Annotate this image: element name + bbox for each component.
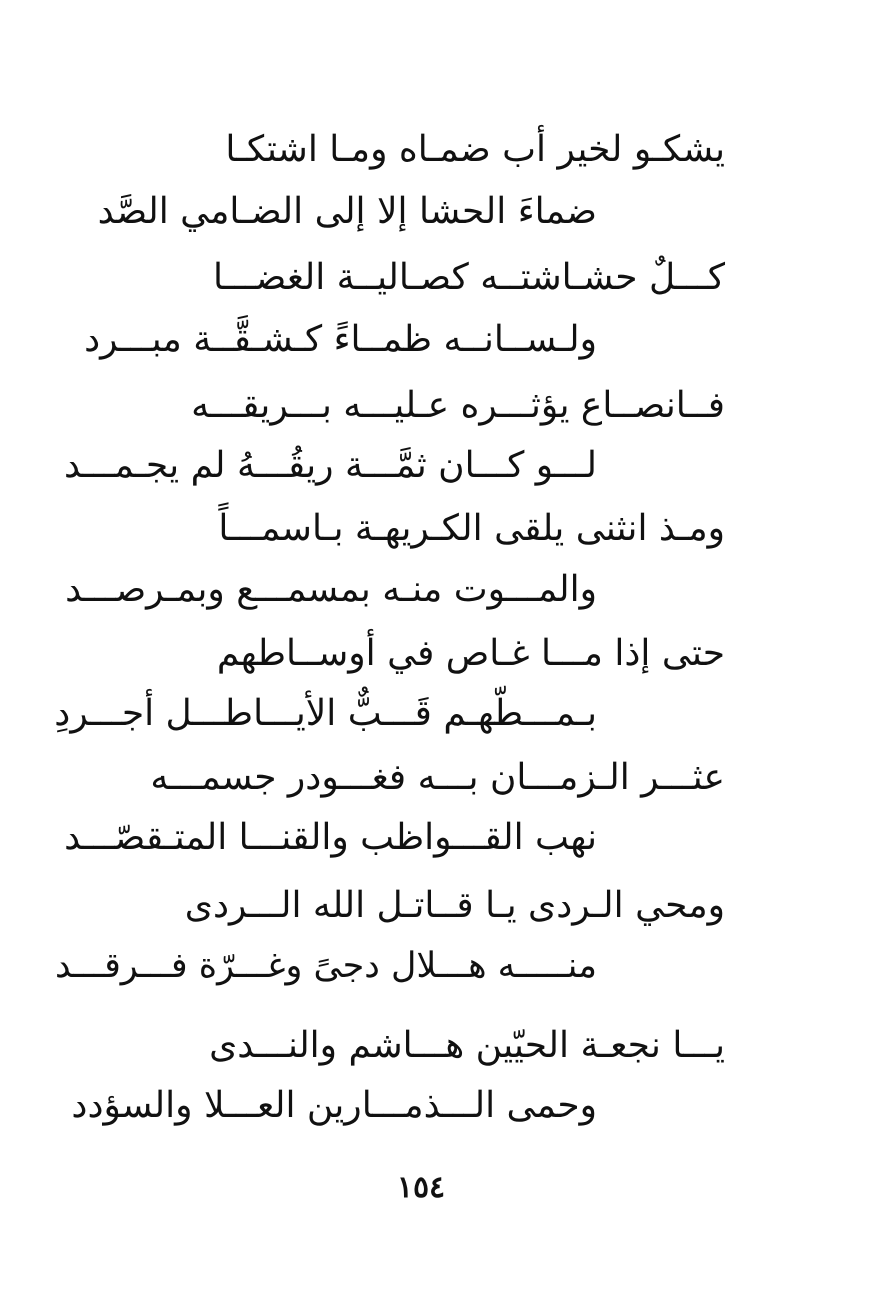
verse-line: نهب القـــواظب والقنـــا المتـقصّـــد [64, 817, 597, 858]
verse-line: ومحي الـردى يـا قــاتـل الله الـــردى [184, 885, 725, 926]
verse-line: ومـذ انثنى يلقى الكـريهـة بـاسمـــاً [218, 508, 725, 549]
verse-line: كـــلٌ حشـاشتــه كصـاليــة الغضـــا [213, 257, 725, 298]
verse-line: يشكـو لخير أب ضمـاه ومـا اشتكـا [225, 129, 725, 170]
verse-line: حتى إذا مـــا غـاص في أوســاطهم [216, 633, 725, 674]
verse-line: فــانصــاع يؤثـــره عـليـــه بـــريقـــه [191, 385, 725, 426]
page-number: ١٥٤ [396, 1170, 446, 1205]
verse-line: منـــــه هـــلال دجىً وغـــرّة فـــرقـــد [54, 946, 597, 986]
verse-line: بـمـــطّهـم قَـــبٌّ الأيـــاطـــل أجـــردِ [54, 693, 597, 734]
verse-line: عثـــر الـزمـــان بـــه فغـــودر جسمـــه [150, 757, 725, 798]
verse-line: يـــا نجعـة الحيّين هـــاشم والنـــدى [209, 1025, 725, 1066]
verse-line: ضماءَ الحشا إلا إلى الضـامي الصَّد [97, 191, 597, 232]
verse-line: وحمى الـــذمـــارين العـــلا والسؤدد [71, 1085, 597, 1126]
verse-line: والمـــوت منـه بمسمـــع وبمـرصـــد [65, 569, 597, 610]
verse-line: ولـســانــه ظمــاءً كـشـقَّــة مبـــرد [84, 319, 597, 360]
verse-line: لـــو كـــان ثمَّـــة ريقُـــهُ لم يجـمـــد [63, 445, 597, 486]
